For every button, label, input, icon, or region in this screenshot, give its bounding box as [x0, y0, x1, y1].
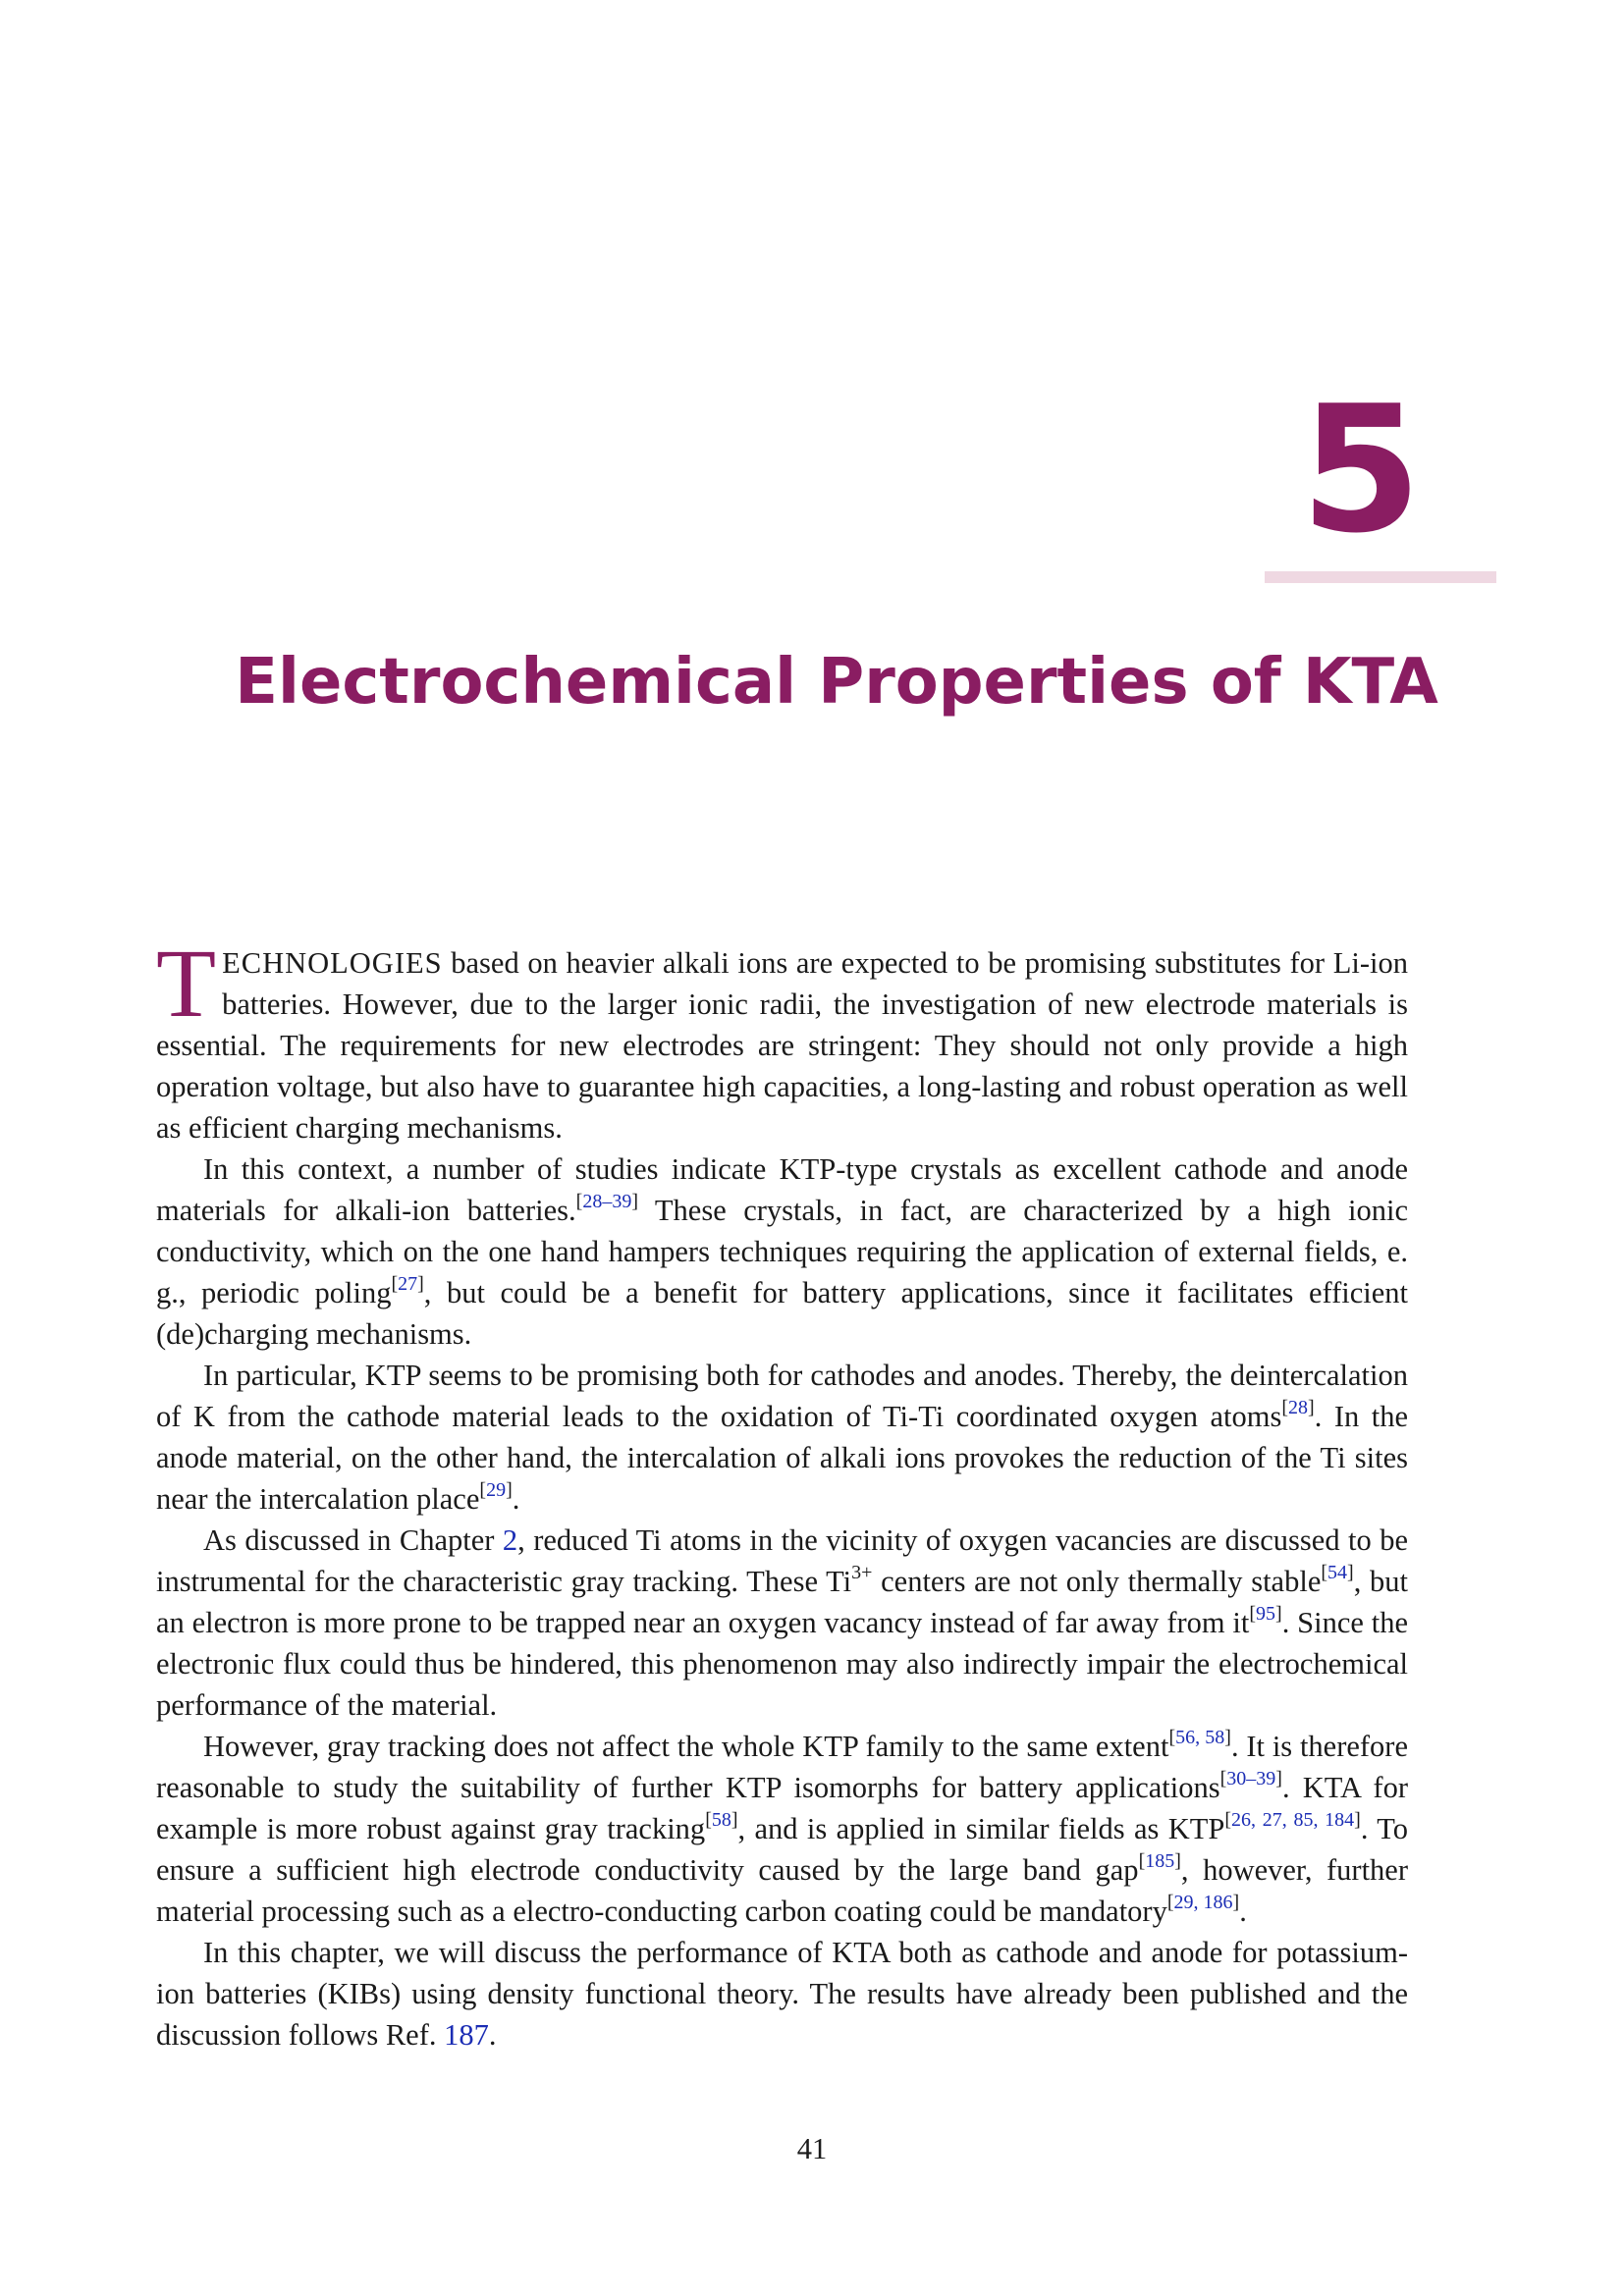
paragraph-5	[156, 1726, 1408, 1932]
paragraph-3	[156, 1355, 1408, 1520]
paragraph-6	[156, 1932, 1408, 2056]
paragraph-text: As discussed in Chapter	[203, 1523, 503, 1557]
paragraph-text: .	[1239, 1895, 1247, 1928]
citation[interactable]: [27]	[391, 1273, 424, 1295]
citation[interactable]: [95]	[1249, 1603, 1282, 1625]
paragraph-text: In this chapter, we will discuss the performance of KTA both as cathode and anode for potassium-ion batteries (KIBs) using density functional theory. The results have already been published and the discussion follows Ref.	[156, 1936, 1408, 2052]
citation-link[interactable]: 95	[1256, 1603, 1276, 1625]
citation[interactable]: [54]	[1321, 1562, 1354, 1583]
paragraph-text: . KTA for example is more robust against gray tracking	[156, 1771, 1408, 1845]
paragraph-text: , however, further material processing such as a electro-conducting carbon coating could be mandatory	[156, 1853, 1408, 1928]
citation[interactable]: [28–39]	[575, 1191, 638, 1212]
chapter-title: Electrochemical Properties of KTA	[235, 646, 1438, 719]
paragraph-text: based on heavier alkali ions are expected to be promising substitutes for Li-ion batteries. However, due to the larger ionic radii, the investigation of new electrode materials is essential. The requirements for new electrodes are stringent: They should not only provide a high operation voltage, but also have to guarantee high capacities, a long-lasting and robust operation as well as efficient charging mechanisms.	[156, 946, 1408, 1145]
paragraph-text: . In the anode material, on the other hand, the intercalation of alkali ions provokes the reduction of the Ti sites near the intercalation place	[156, 1400, 1409, 1516]
paragraph-text: . To ensure a sufficient high electrode conductivity caused by the large band gap	[156, 1812, 1409, 1887]
drop-cap: T	[156, 929, 217, 1038]
paragraph-4	[156, 1520, 1408, 1726]
chapter-link[interactable]: 2	[502, 1523, 518, 1557]
reference-link[interactable]: 187	[444, 2018, 489, 2052]
paragraph-text: , and is applied in similar fields as KTP	[737, 1812, 1225, 1845]
citation[interactable]: [58]	[705, 1809, 738, 1831]
citation-link[interactable]: 27	[398, 1273, 418, 1295]
citation[interactable]: [26, 27, 85, 184]	[1224, 1809, 1361, 1831]
citation[interactable]: [29, 186]	[1166, 1892, 1240, 1913]
citation-link[interactable]: 26, 27, 85, 184	[1231, 1809, 1355, 1831]
citation[interactable]: [185]	[1138, 1850, 1181, 1872]
citation-link[interactable]: 30–39	[1226, 1768, 1276, 1789]
citation-link[interactable]: 29	[486, 1479, 507, 1501]
paragraph-text: In this context, a number of studies indicate KTP-type crystals as excellent cathode and anode materials for alkali-ion batteries.	[156, 1152, 1408, 1227]
ion-charge: 3+	[851, 1562, 873, 1583]
paragraph-2	[156, 1148, 1408, 1355]
paragraph-text: . It is therefore reasonable to study the suitability of further KTP isomorphs for battery applications	[156, 1730, 1409, 1804]
chapter-body	[156, 929, 1409, 2056]
paragraph-text: , but an electron is more prone to be trapped near an oxygen vacancy instead of far away from it	[156, 1565, 1408, 1639]
citation-link[interactable]: 54	[1327, 1562, 1348, 1583]
chapter-number: 5	[1300, 368, 1422, 571]
paragraph-text: .	[512, 1482, 520, 1516]
paragraph-text: centers are not only thermally stable	[872, 1565, 1322, 1598]
citation-link[interactable]: 28–39	[582, 1191, 632, 1212]
citation[interactable]: [56, 58]	[1168, 1727, 1231, 1748]
paragraph-text: , but could be a benefit for battery applications, since it facilitates efficient (de)charging mechanisms.	[156, 1276, 1408, 1351]
chapter-rule	[1265, 571, 1496, 583]
paragraph-text: In particular, KTP seems to be promising both for cathodes and anodes. Thereby, the deintercalation of K from the cathode material leads to the oxidation of Ti-Ti coordinated oxygen atoms	[156, 1359, 1408, 1433]
citation-link[interactable]: 185	[1145, 1850, 1175, 1872]
citation-link[interactable]: 58	[711, 1809, 731, 1831]
citation-link[interactable]: 29, 186	[1173, 1892, 1233, 1913]
paragraph-1	[156, 929, 1408, 1148]
citation[interactable]: [29]	[479, 1479, 513, 1501]
citation[interactable]: [28]	[1281, 1397, 1315, 1418]
small-caps-lead: ECHNOLOGIES	[222, 946, 443, 980]
paragraph-text: , reduced Ti atoms in the vicinity of oxygen vacancies are discussed to be instrumental for the characteristic gray tracking. These Ti	[156, 1523, 1408, 1598]
paragraph-text: These crystals, in fact, are characterized by a high ionic conductivity, which on the one hand hampers techniques requiring the application of external fields, e. g., periodic poling	[156, 1194, 1408, 1309]
paragraph-text: However, gray tracking does not affect the whole KTP family to the same extent	[203, 1730, 1169, 1763]
citation-link[interactable]: 28	[1288, 1397, 1309, 1418]
paragraph-text: . Since the electronic flux could thus be hindered, this phenomenon may also indirectly impair the electrochemical performance of the material.	[156, 1606, 1408, 1722]
citation-link[interactable]: 56, 58	[1175, 1727, 1225, 1748]
page-number: 41	[796, 2132, 828, 2165]
citation[interactable]: [30–39]	[1219, 1768, 1282, 1789]
paragraph-text: .	[488, 2018, 497, 2052]
